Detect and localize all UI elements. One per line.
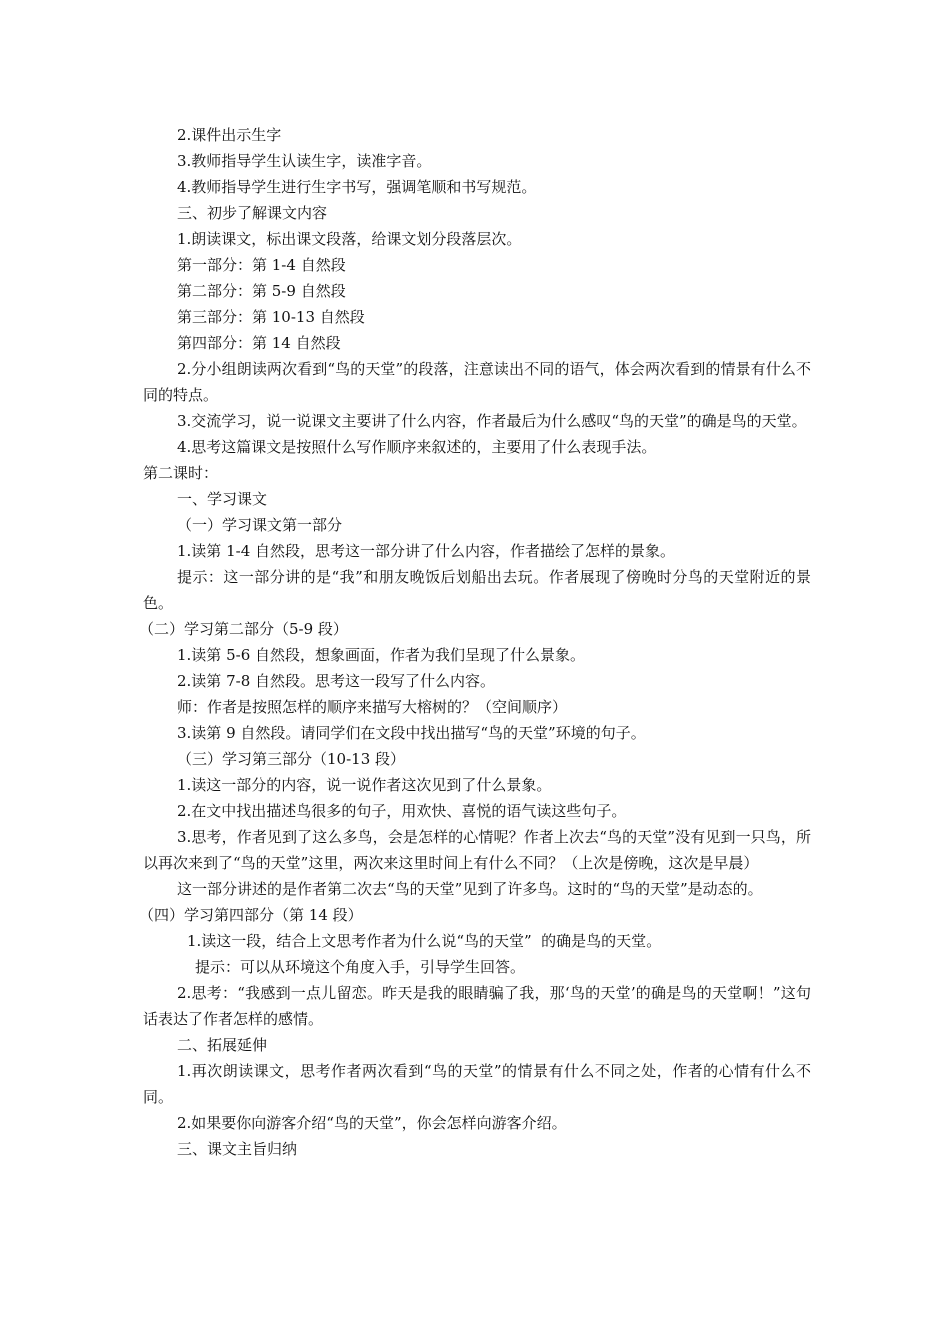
paragraph: 第三部分：第 10-13 自然段: [177, 308, 365, 326]
paragraph: 1.读这一段，结合上文思考作者为什么说“鸟的天堂” 的确是鸟的天堂。: [187, 932, 662, 950]
section-heading: 一、学习课文: [177, 490, 268, 508]
paragraph: 2.如果要你向游客介绍“鸟的天堂”，你会怎样向游客介绍。: [177, 1114, 567, 1132]
paragraph: 1.读第 1-4 自然段，思考这一部分讲了什么内容，作者描绘了怎样的景象。: [177, 542, 676, 560]
paragraph: 提示：可以从环境这个角度入手，引导学生回答。: [195, 958, 526, 976]
paragraph: 1.朗读课文，标出课文段落，给课文划分段落层次。: [177, 230, 522, 248]
subsection-heading: （三）学习第三部分（10-13 段）: [177, 750, 406, 768]
paragraph: 2.读第 7-8 自然段。思考这一段写了什么内容。: [177, 672, 496, 690]
paragraph: 4.思考这篇课文是按照什么写作顺序来叙述的，主要用了什么表现手法。: [177, 438, 657, 456]
paragraph: 2.课件出示生字: [177, 126, 282, 144]
subsection-heading: （四）学习第四部分（第 14 段）: [139, 906, 363, 924]
paragraph: 师：作者是按照怎样的顺序来描写大榕树的？（空间顺序）: [177, 698, 568, 716]
section-heading: 二、拓展延伸: [177, 1036, 268, 1054]
paragraph: 2.思考：“我感到一点儿留恋。昨天是我的眼睛骗了我，那‘鸟的天堂’的确是鸟的天堂啊！”这句话表达了作者怎样的感情。: [143, 984, 811, 1028]
section-heading: 三、初步了解课文内容: [177, 204, 328, 222]
paragraph: 3.思考，作者见到了这么多鸟，会是怎样的心情呢？作者上次去“鸟的天堂”没有见到一只鸟，所以再次来到了“鸟的天堂”这里，两次来这里时间上有什么不同？（上次是傍晚，这次是早晨）: [143, 828, 811, 872]
paragraph: 第一部分：第 1-4 自然段: [177, 256, 346, 274]
paragraph: 3.读第 9 自然段。请同学们在文段中找出描写“鸟的天堂”环境的句子。: [177, 724, 646, 742]
paragraph: 第四部分：第 14 自然段: [177, 334, 341, 352]
paragraph: 这一部分讲述的是作者第二次去“鸟的天堂”见到了许多鸟。这时的“鸟的天堂”是动态的。: [177, 880, 763, 898]
paragraph: 2.分小组朗读两次看到“鸟的天堂”的段落，注意读出不同的语气，体会两次看到的情景有什么不同的特点。: [143, 360, 811, 404]
paragraph: 1.再次朗读课文，思考作者两次看到“鸟的天堂”的情景有什么不同之处，作者的心情有什么不同。: [143, 1062, 811, 1106]
lesson-heading: 第二课时：: [143, 464, 219, 482]
paragraph: 1.读第 5-6 自然段，想象画面，作者为我们呈现了什么景象。: [177, 646, 586, 664]
paragraph: 2.在文中找出描述鸟很多的句子，用欢快、喜悦的语气读这些句子。: [177, 802, 627, 820]
paragraph: 4.教师指导学生进行生字书写，强调笔顺和书写规范。: [177, 178, 537, 196]
paragraph: 提示：这一部分讲的是“我”和朋友晚饭后划船出去玩。作者展现了傍晚时分鸟的天堂附近的景色。: [143, 568, 811, 612]
subsection-heading: （二）学习第二部分（5-9 段）: [139, 620, 348, 638]
paragraph: 1.读这一部分的内容，说一说作者这次见到了什么景象。: [177, 776, 552, 794]
document-body: [139, 122, 811, 1162]
section-heading: 三、课文主旨归纳: [177, 1140, 298, 1158]
paragraph: 3.交流学习，说一说课文主要讲了什么内容，作者最后为什么感叹“鸟的天堂”的确是鸟的天堂。: [177, 412, 807, 430]
subsection-heading: （一）学习课文第一部分: [177, 516, 343, 534]
paragraph: 3.教师指导学生认读生字，读准字音。: [177, 152, 432, 170]
paragraph: 第二部分：第 5-9 自然段: [177, 282, 346, 300]
